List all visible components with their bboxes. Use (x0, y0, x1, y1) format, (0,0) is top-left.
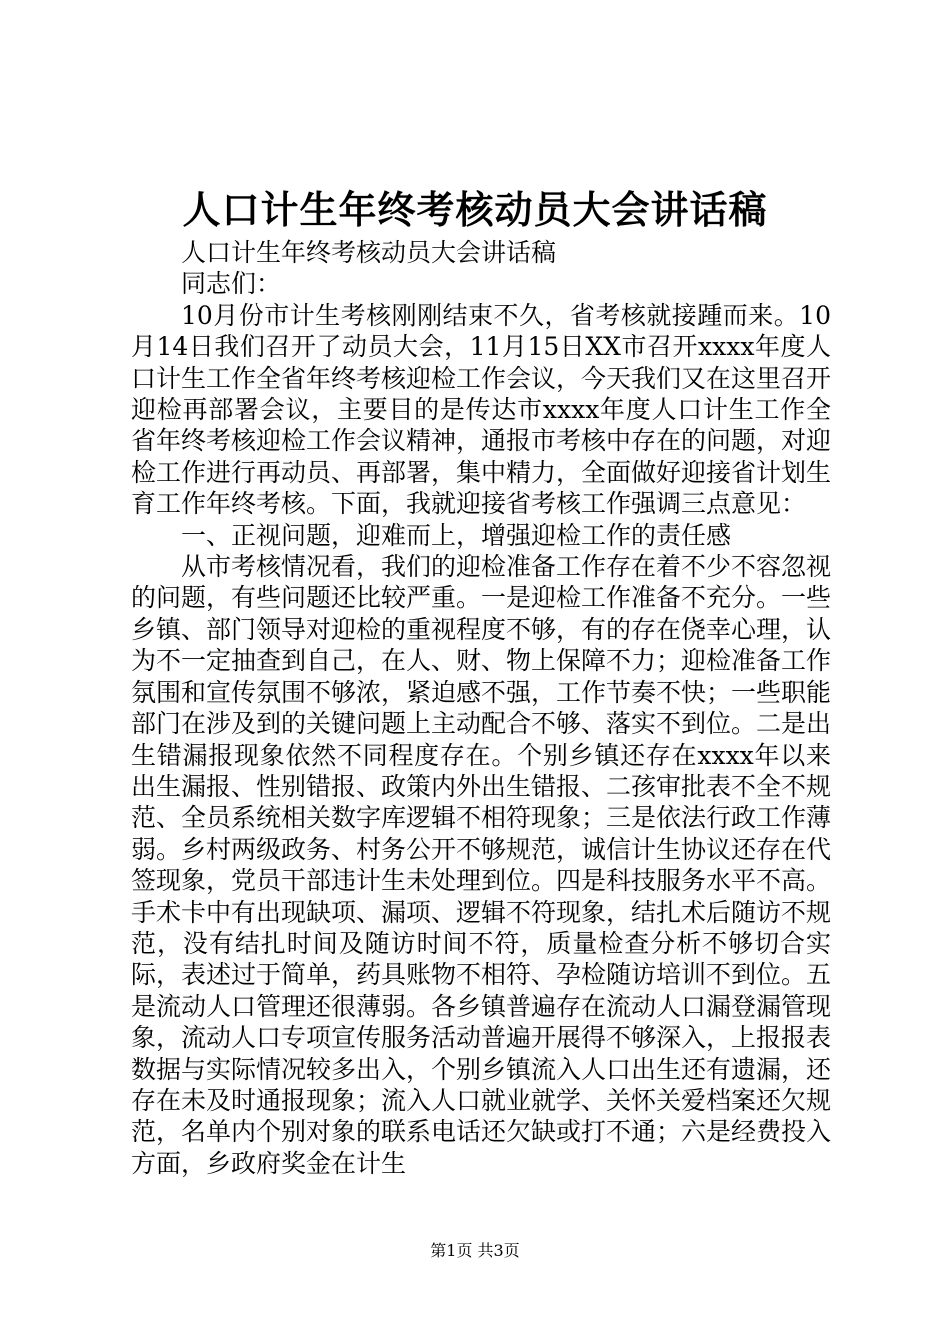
body-paragraph: 从市考核情况看，我们的迎检准备工作存在着不少不容忽视的问题，有些问题还比较严重。一是迎检工作准备不充分。一些乡镇、部门领导对迎检的重视程度不够，有的存在侥幸心理，认为不一定抽查到自己，在人、财、物上保障不力；迎检准备工作氛围和宣传氛围不够浓，紧迫感不强，工作节奏不快；一些职能部门在涉及到的关键问题上主动配合不够、落实不到位。二是出生错漏报现象依然不同程度存在。个别乡镇还存在xxxx年以来出生漏报、性别错报、政策内外出生错报、二孩审批表不全不规范、全员系统相关数字库逻辑不相符现象；三是依法行政工作薄弱。乡村两级政务、村务公开不够规范，诚信计生协议还存在代签现象，党员干部违计生未处理到位。四是科技服务水平不高。手术卡中有出现缺项、漏项、逻辑不符现象，结扎术后随访不规范，没有结扎时间及随访时间不符，质量检查分析不够切合实际，表述过于简单，药具账物不相符、孕检随访培训不到位。五是流动人口管理还很薄弱。各乡镇普遍存在流动人口漏登漏管现象，流动人口专项宣传服务活动普遍开展得不够深入，上报报表数据与实际情况较多出入，个别乡镇流入人口出生还有遗漏，还存在未及时通报现象；流入人口就业就学、关怀关爱档案还欠规范，名单内个别对象的联系电话还欠缺或打不通；六是经费投入方面，乡政府奖金在计生 (131, 552, 832, 1178)
page-number-footer: 第1页 共3页 (430, 1241, 520, 1260)
intro-paragraph: 10月份市计生考核刚刚结束不久，省考核就接踵而来。10月14日我们召开了动员大会，11月15日XX市召开xxxx年度人口计生工作全省年终考核迎检工作会议，今天我们又在这里召开迎检再部署会议，主要目的是传达市xxxx年度人口计生工作全省年终考核迎检工作会议精神，通报市考核中存在的问题，对迎检工作进行再动员、再部署，集中精力，全面做好迎接省计划生育工作年终考核。下面，我就迎接省考核工作强调三点意见： (131, 300, 832, 519)
document-body (131, 237, 831, 1179)
section-heading: 一、正视问题，迎难而上，增强迎检工作的责任感 (181, 520, 732, 550)
salutation-paragraph: 同志们： (181, 269, 282, 299)
subtitle-paragraph: 人口计生年终考核动员大会讲话稿 (181, 238, 557, 267)
page-title: 人口计生年终考核动员大会讲话稿 (182, 187, 768, 232)
